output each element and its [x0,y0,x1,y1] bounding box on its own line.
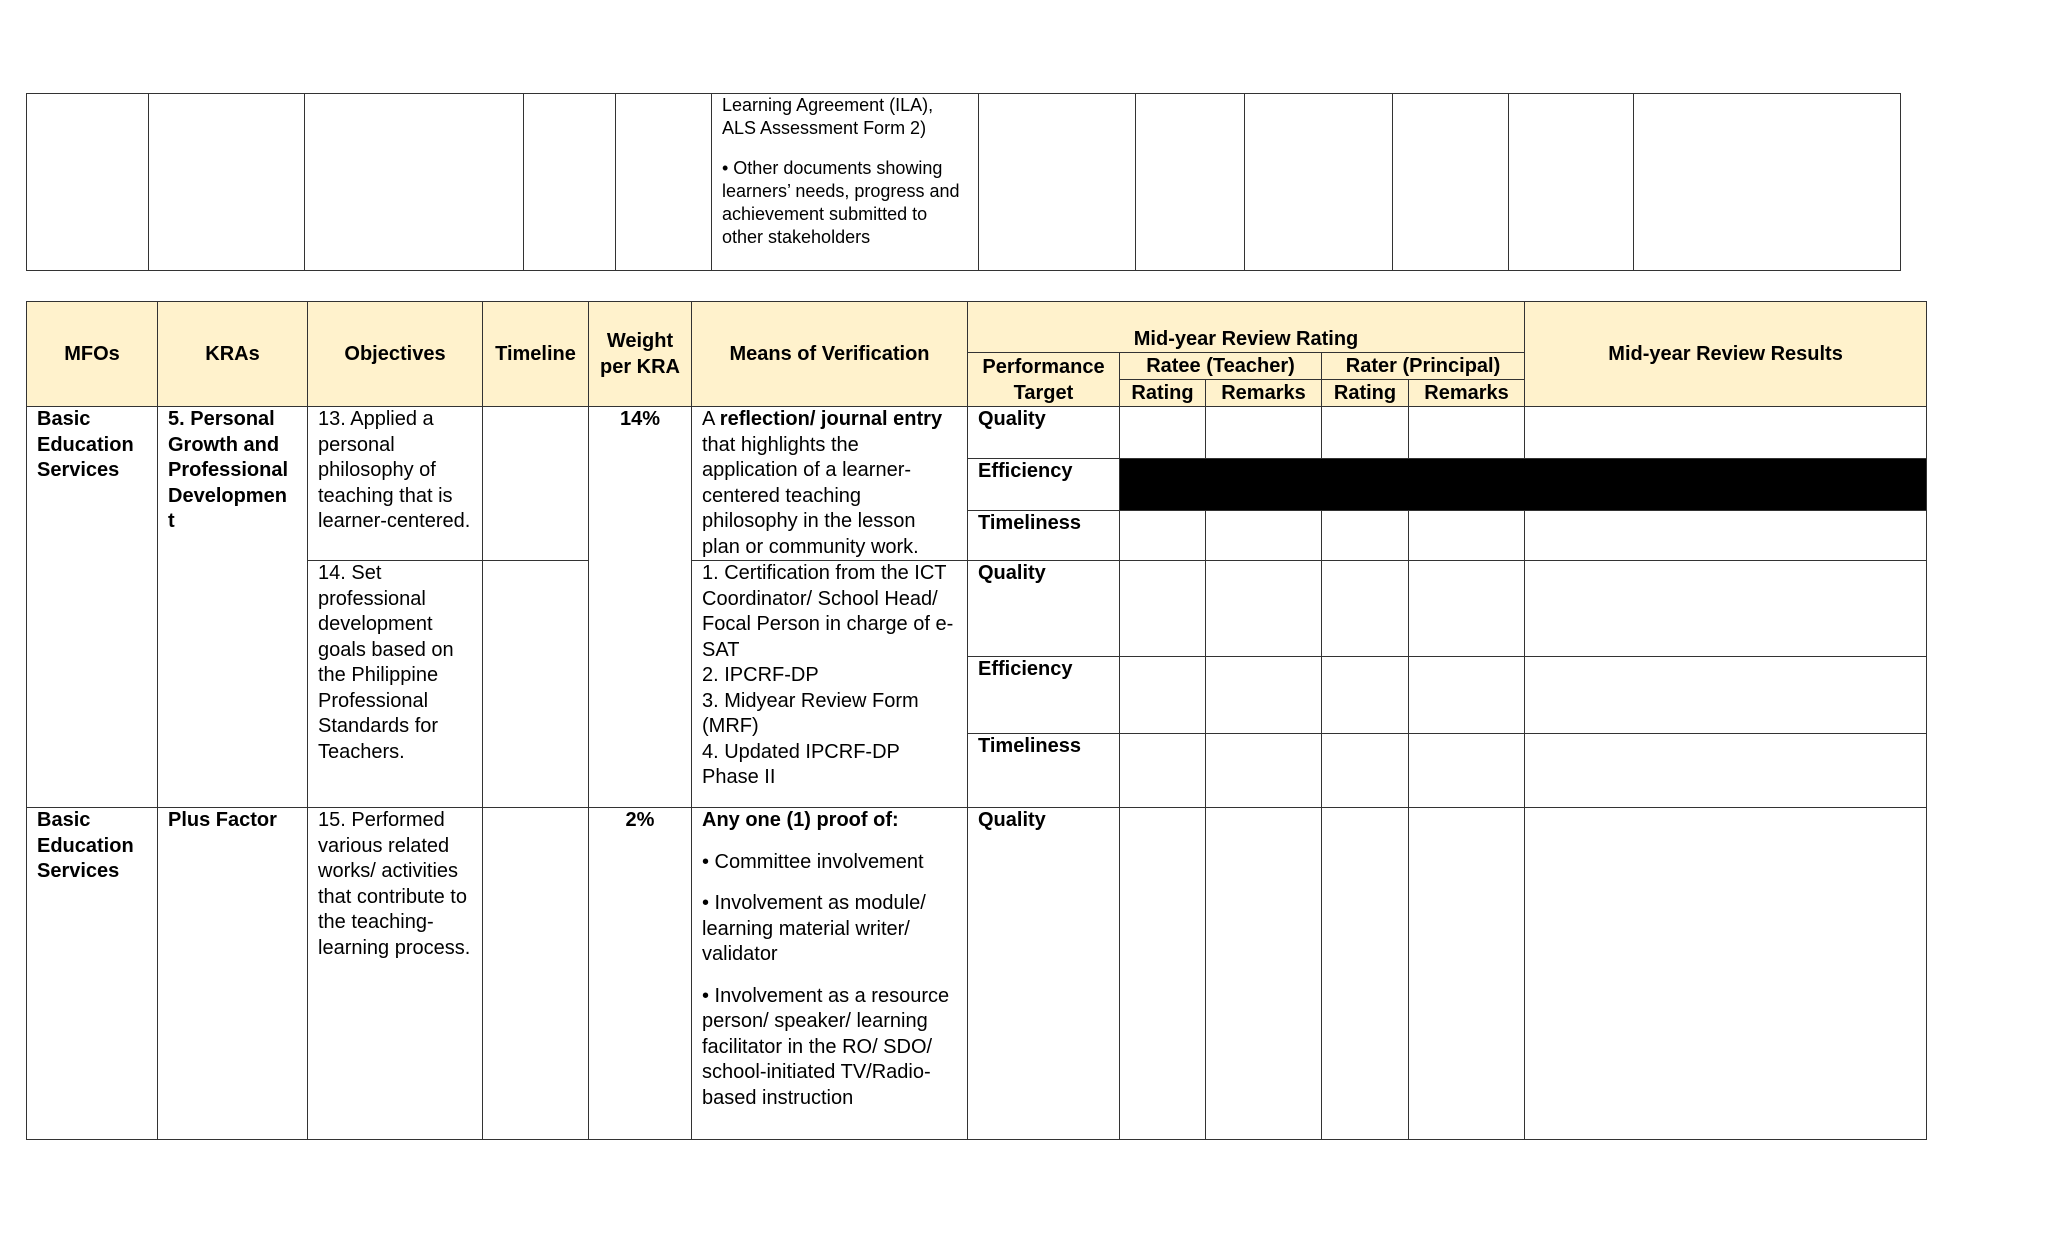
objective-14: 14. Set professional development goals based on the Philippine Professional Standards for Teachers. [308,561,483,808]
rater-rating-cell [1322,407,1409,459]
cont-cell [524,94,616,271]
target-quality: Quality [968,808,1120,1140]
mov-14-item: 3. Midyear Review Form (MRF) [702,689,919,737]
results-cell [1525,808,1927,1140]
target-quality: Quality [968,561,1120,657]
results-cell [1525,657,1927,734]
rater-rating-cell [1322,734,1409,808]
target-quality: Quality [968,407,1120,459]
header-results: Mid-year Review Results [1525,302,1927,407]
header-ratee: Ratee (Teacher) [1120,353,1322,380]
mov-15-item: • Involvement as a resource person/ speaker/ learning facilitator in the RO/ SDO/ school-initiated TV/Radio-based instruction [702,984,950,1109]
rater-rating-cell [1322,808,1409,1140]
target-efficiency: Efficiency [968,657,1120,734]
timeline-15 [483,808,589,1140]
rater-remarks-cell [1409,808,1525,1140]
cont-cell [305,94,524,271]
midyear-review-table [26,301,1927,1140]
ratee-remarks-cell [1206,407,1322,459]
mov-15-title: Any one (1) proof of: [702,809,899,831]
cont-cell [616,94,712,271]
rater-remarks-cell [1409,407,1525,459]
cont-cell [27,94,149,271]
timeline-13 [483,407,589,561]
continuation-table [26,93,1901,271]
rater-rating-cell [1322,657,1409,734]
mov-13-post: that highlights the application of a learner-centered teaching philosophy in the lesson plan or community work. [702,433,919,558]
kra-cell: Plus Factor [158,808,308,1140]
header-ratee-rating: Rating [1120,380,1206,407]
target-efficiency: Efficiency [968,459,1120,511]
header-rater: Rater (Principal) [1322,353,1525,380]
ratee-rating-cell [1120,657,1206,734]
header-mfos: MFOs [27,302,158,407]
mfo-cell: Basic Education Services [27,808,158,1140]
ratee-rating-cell [1120,511,1206,561]
header-mov: Means of Verification [692,302,968,407]
ratee-rating-cell [1120,734,1206,808]
mov-15 [692,808,968,1140]
rater-remarks-cell [1409,734,1525,808]
mov-13-bold: reflection/ journal entry [719,408,943,430]
ratee-remarks-cell [1206,657,1322,734]
ratee-remarks-cell [1206,561,1322,657]
rater-remarks-cell [1409,657,1525,734]
cont-cell [1634,94,1901,271]
header-performance-target: Performance Target [968,353,1120,407]
mov-14-item: 2. IPCRF-DP [702,664,819,686]
header-kras: KRAs [158,302,308,407]
objective-15: 15. Performed various related works/ activities that contribute to the teaching-learning process. [308,808,483,1140]
target-timeliness: Timeliness [968,511,1120,561]
ratee-rating-cell [1120,407,1206,459]
redacted-bar [1120,459,1927,511]
mov-14-item: 1. Certification from the ICT Coordinator/ School Head/ Focal Person in charge of e-SAT [702,562,954,661]
header-rater-rating: Rating [1322,380,1409,407]
header-objectives: Objectives [308,302,483,407]
header-timeline: Timeline [483,302,589,407]
ratee-remarks-cell [1206,808,1322,1140]
mov-14 [692,561,968,808]
ratee-rating-cell [1120,561,1206,657]
results-cell [1525,561,1927,657]
target-timeliness: Timeliness [968,734,1120,808]
ratee-rating-cell [1120,808,1206,1140]
mov-13 [692,407,968,561]
header-midyear-rating: Mid-year Review Rating [968,302,1525,353]
rater-rating-cell [1322,511,1409,561]
results-cell [1525,511,1927,561]
weight-plus: 2% [589,808,692,1140]
results-cell [1525,734,1927,808]
header-weight: Weight per KRA [589,302,692,407]
header-ratee-remarks: Remarks [1206,380,1322,407]
cont-mov-cell [712,94,979,271]
cont-cell [1245,94,1393,271]
rater-remarks-cell [1409,561,1525,657]
cont-cell [979,94,1136,271]
cont-cell [149,94,305,271]
ratee-remarks-cell [1206,511,1322,561]
header-rater-remarks: Remarks [1409,380,1525,407]
objective-13: 13. Applied a personal philosophy of teaching that is learner-centered. [308,407,483,561]
cont-cell [1136,94,1245,271]
rater-rating-cell [1322,561,1409,657]
results-cell [1525,407,1927,459]
cont-mov-line2: • Other documents showing learners’ needs, progress and achievement submitted to other stakeholders [722,158,960,247]
mov-15-item: • Committee involvement [702,850,924,873]
mov-13-pre: A [702,408,720,430]
timeline-14 [483,561,589,808]
cont-cell [1393,94,1509,271]
mov-14-item: 4. Updated IPCRF-DP Phase II [702,740,900,788]
mov-15-item: • Involvement as module/ learning material writer/ validator [702,892,926,965]
rater-remarks-cell [1409,511,1525,561]
cont-mov-line1: Learning Agreement (ILA), ALS Assessment Form 2) [722,95,934,138]
cont-cell [1509,94,1634,271]
mfo-cell: Basic Education Services [27,407,158,808]
weight-14: 14% [589,407,692,808]
kra-cell: 5. Personal Growth and Professional Developmen t [158,407,308,808]
ratee-remarks-cell [1206,734,1322,808]
